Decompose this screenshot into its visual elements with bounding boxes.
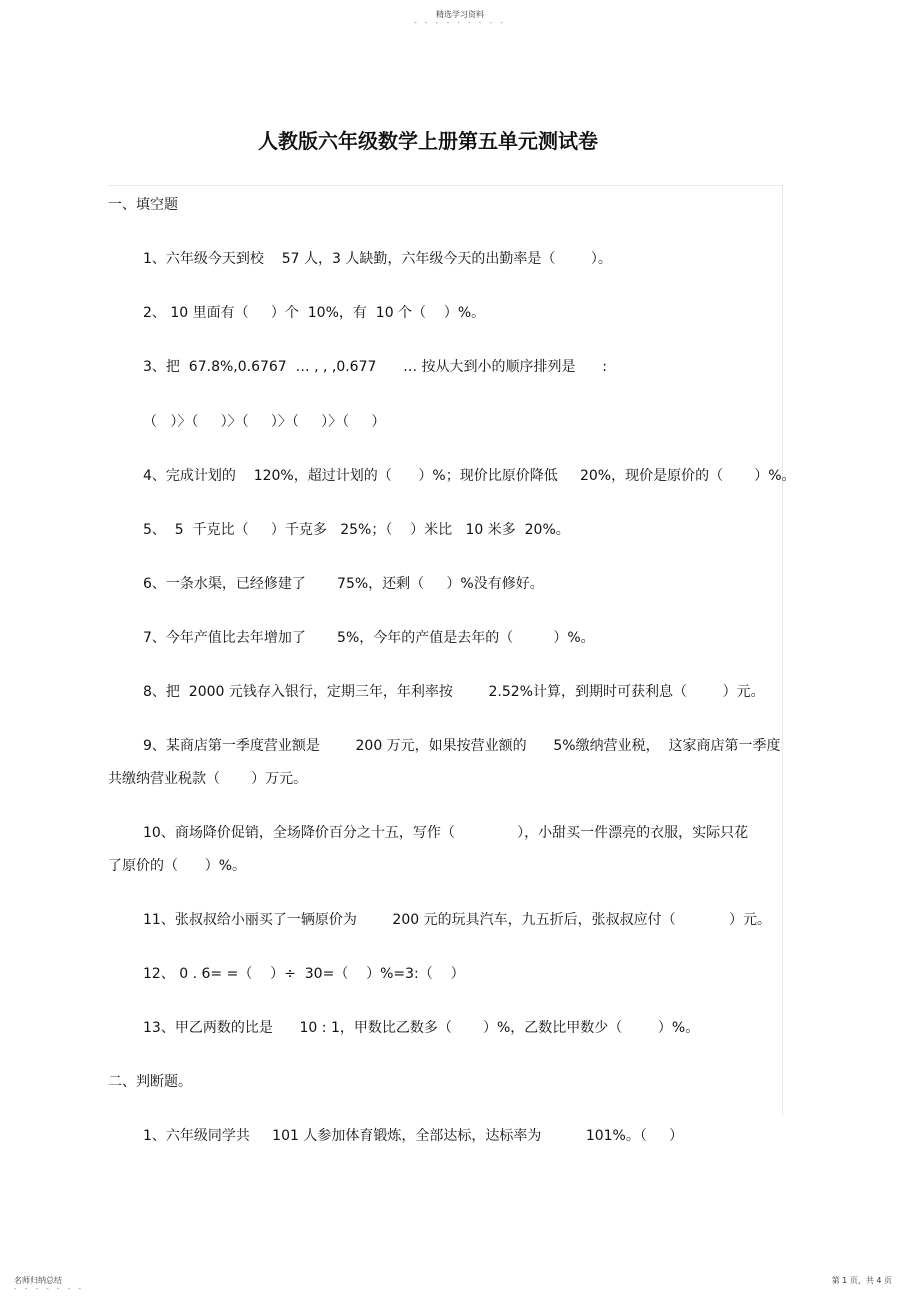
- question-9-line-1: 9、某商店第一季度营业额是 200 万元，如果按营业额的 5%缴纳营业税， 这家商店第一季度: [143, 738, 781, 754]
- question-13: 13、甲乙两数的比是 10 : 1，甲数比乙数多（ ）%，乙数比甲数少（ ）%。: [143, 1020, 700, 1036]
- footer-dots: - - - - - - -: [14, 1285, 85, 1293]
- page-number: 第 1 页，共 4 页: [831, 1276, 892, 1285]
- question-6: 6、一条水渠，已经修建了 75%，还剩（ ）%没有修好。: [143, 576, 544, 592]
- question-10-line-2: 了原价的（ ）%。: [108, 858, 247, 874]
- header-watermark: 精选学习资料: [436, 10, 484, 19]
- question-5: 5、 5 千克比（ ）千克多 25%；（ ）米比 10 米多 20%。: [143, 522, 570, 538]
- question-9-line-2: 共缴纳营业税款（ ）万元。: [108, 771, 308, 787]
- section-heading-judge: 二、判断题。: [108, 1074, 192, 1090]
- question-3-blanks: （ ）〉（ ）〉（ ）〉（ ）〉（ ）: [143, 414, 386, 430]
- section-heading-fill-in: 一、填空题: [108, 197, 178, 213]
- question-3: 3、把 67.8%,0.6767 … , , ,0.677 … 按从大到小的顺序排列是 :: [143, 359, 607, 375]
- question-7: 7、今年产值比去年增加了 5%，今年的产值是去年的（ ）%。: [143, 630, 595, 646]
- frame-border-right: [782, 185, 783, 1115]
- header-dots: - - - - - - - - -: [414, 19, 506, 27]
- page-title: 人教版六年级数学上册第五单元测试卷: [258, 129, 598, 153]
- question-2: 2、 10 里面有（ ）个 10%，有 10 个（ ）%。: [143, 305, 486, 321]
- question-11: 11、张叔叔给小丽买了一辆原价为 200 元的玩具汽车，九五折后，张叔叔应付（ ）元。: [143, 912, 771, 928]
- question-8: 8、把 2000 元钱存入银行，定期三年，年利率按 2.52%计算，到期时可获利息（ ）元。: [143, 684, 765, 700]
- question-4: 4、完成计划的 120%，超过计划的（ ）%；现价比原价降低 20%，现价是原价的（ ）%。: [143, 468, 796, 484]
- frame-border-top: [108, 185, 782, 186]
- footer-watermark: 名师归纳总结: [14, 1276, 62, 1285]
- judge-question-1: 1、六年级同学共 101 人参加体育锻炼，全部达标，达标率为 101%。（ ）: [143, 1128, 684, 1144]
- question-10-line-1: 10、商场降价促销，全场降价百分之十五，写作（ ），小甜买一件漂亮的衣服，实际只花: [143, 825, 749, 841]
- question-12: 12、 0 . 6= =（ ）÷ 30=（ ）%=3:（ ）: [143, 966, 465, 982]
- question-1: 1、六年级今天到校 57 人，3 人缺勤，六年级今天的出勤率是（ ）。: [143, 251, 612, 267]
